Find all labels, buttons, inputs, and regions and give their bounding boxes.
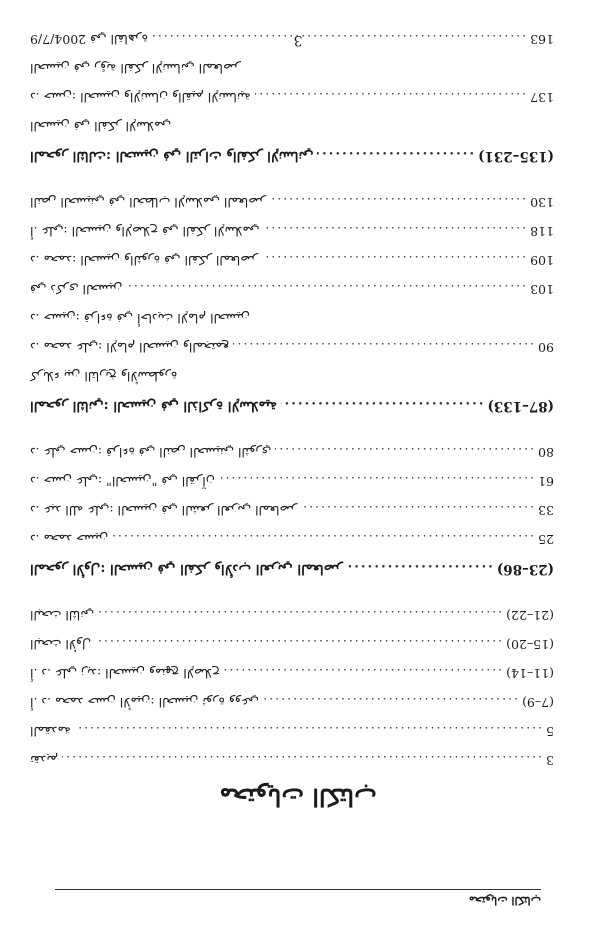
- toc-entry-label: أ. علي: الحسين والإصلاح في الفكر الإسلامي: [30, 224, 260, 239]
- toc-entry-label: أ. د. محمد حسن الأمين: الحسين ثورة ووعي: [30, 695, 259, 710]
- dot-leader: [233, 340, 534, 355]
- toc-section-heading[interactable]: [30, 561, 554, 590]
- dot-leader: [152, 32, 526, 47]
- toc-entry-label: الحسين في رؤية الفكر الإنساني المعاصر: [30, 61, 241, 76]
- spacer: [30, 177, 554, 195]
- running-title: محتويات الكتاب: [468, 894, 541, 907]
- toc-entry[interactable]: [30, 195, 554, 224]
- toc-entry-label: البحث الثاني: [30, 608, 95, 623]
- toc-page-number: (23–86): [496, 561, 554, 577]
- page-title: محتويات الكتاب: [219, 783, 377, 812]
- toc-entry[interactable]: [30, 753, 554, 782]
- toc-page-number: (135–231): [478, 148, 554, 164]
- toc-section-heading[interactable]: [30, 148, 554, 177]
- toc-page-number: 3: [546, 753, 554, 768]
- dot-leader: [224, 666, 502, 681]
- toc-page-number: (87–133): [487, 398, 554, 414]
- toc-entry-label: البحث الأول: [30, 637, 92, 652]
- spacer: [30, 427, 554, 445]
- toc-entry[interactable]: [30, 340, 554, 369]
- toc-entry[interactable]: [30, 474, 554, 503]
- dot-leader: [75, 724, 542, 739]
- toc-entry-label: د. علي حسن: قراءة في النص الحسيني الثوري: [30, 445, 272, 460]
- dot-leader: [263, 695, 518, 710]
- dot-leader: [98, 608, 502, 623]
- toc-entry-label: د. حسن: الحسين والإنسان والقيم الإنسانية: [30, 90, 251, 105]
- toc-entry-label: 2004/7/9 في القاهرة: [30, 32, 148, 47]
- toc-entry[interactable]: [30, 90, 554, 119]
- toc-page-number: 109: [530, 253, 554, 268]
- dot-leader: [281, 398, 483, 414]
- toc-entry-label: د. محمد حسين: [30, 532, 109, 547]
- toc-entry[interactable]: [30, 666, 554, 695]
- toc-entry-label: د. حسن علي: "الحسين" في القرآن: [30, 474, 215, 489]
- toc-section-label: المحور الأول: الحسين في الفكر والأدب العربي المعاصر: [30, 561, 343, 577]
- toc-page-number: 118: [530, 224, 554, 239]
- toc-page-number: 103: [530, 282, 554, 297]
- toc-entry[interactable]: [30, 253, 554, 282]
- toc-page-number: 130: [530, 195, 554, 210]
- toc-entry[interactable]: [30, 637, 554, 666]
- toc-entry[interactable]: [30, 695, 554, 724]
- toc-page-number: 90: [538, 340, 554, 355]
- toc-entry-label: في ذكرى الحسين: [30, 282, 123, 297]
- toc-page-number: (21–22): [506, 608, 554, 623]
- toc-section-heading[interactable]: [30, 398, 554, 427]
- toc-entry[interactable]: [30, 282, 554, 311]
- toc-page-number: 163: [530, 32, 554, 47]
- toc-entry-label: تقديم: [30, 753, 59, 768]
- toc-page-number: (15–20): [506, 637, 554, 652]
- toc-page-number: (11–14): [506, 666, 554, 681]
- dot-leader: [270, 195, 526, 210]
- toc-entry-label: د. محمد علي: الإمام الحسين والمجتمع: [30, 340, 230, 355]
- dot-leader: [301, 503, 534, 518]
- toc-entry[interactable]: [30, 445, 554, 474]
- toc-entry[interactable]: [30, 532, 554, 561]
- toc-page-number: 61: [538, 474, 554, 489]
- dot-leader: [347, 561, 493, 577]
- toc-page-number: 33: [538, 503, 554, 518]
- toc-list: [30, 32, 554, 782]
- toc-entry-continuation: [30, 61, 554, 90]
- toc-entry-continuation: [30, 311, 554, 340]
- dot-leader: [255, 90, 526, 105]
- toc-entry[interactable]: [30, 608, 554, 637]
- dot-leader: [126, 282, 526, 297]
- toc-entry-label: أ. د. علي زيد: الحسين ومنهج الإصلاح: [30, 666, 220, 681]
- toc-entry[interactable]: [30, 32, 554, 61]
- dot-leader: [264, 224, 527, 239]
- running-header: [55, 889, 541, 918]
- dot-leader: [112, 532, 534, 547]
- toc-entry-label: الحسين في الفكر الإسلامي: [30, 119, 172, 134]
- toc-entry-continuation: [30, 119, 554, 148]
- toc-entry-label: المقدمة: [30, 724, 71, 739]
- document-page: محتويات الكتاب محتويات الكتاب 3 ..... تقديم 5 ..... المقدمة (7–9) ..... أ. د. محمد حسن الأمين: الحسين ثورة ووعي (11–14) ..... أ. د. علي زيد: الحسين ومنهج الإصلاح (15–20) ..... البحث الأول (21–22) ..... البحث الثاني (23–86) ..... المحور الأول: الحسين في الفكر والأدب العربي المعاصر 25 ..... د. محمد حسين 33 ..... د. عبد الله علي: الحسين في الشعر العربي المعاصر 61 ..... د. حسن علي: "الحسين" في القرآن 80 ..... د. علي حسن: قراءة في النص الحسيني الثوري (87–133) ..... المحور الثاني: الحسين في الذاكرة الإسلامية كربلاء بين التاريخ والأسطورة 90 ..... د. محمد علي: الإمام الحسين والمجتمع د. حسين: قراءة في أحاديث الإمام الحسين 103 ..... في ذكرى الحسين 109 ..... د. محمد: الحسين والثورة في الفكر المعاصر 118 ..... أ. علي: الحسين والإصلاح في الفكر الإسلامي 130 ..... النص الحسيني في الخطاب الإسلامي المعاصر (135–231) ..... المحور الثالث: الحسين في التراث والفكر الإنساني الحسين في الفكر الإسلامي 137 ..... د. حسن: الحسين والإنسان والقيم الإنسانية الحسين في رؤية الفكر الإنساني المعاصر 163 ..... 2004/7/9 في القاهرة 3: [0, 0, 596, 928]
- toc-entry[interactable]: [30, 724, 554, 753]
- toc-entry-label: كربلاء بين التاريخ والأسطورة: [30, 369, 178, 384]
- toc-entry[interactable]: [30, 503, 554, 532]
- toc-section-label: المحور الثالث: الحسين في التراث والفكر الإنساني: [30, 148, 314, 164]
- toc-entry[interactable]: [30, 224, 554, 253]
- toc-page-number: (7–9): [522, 695, 554, 710]
- toc-page-number: 25: [538, 532, 554, 547]
- toc-section-label: المحور الثاني: الحسين في الذاكرة الإسلامية: [30, 398, 278, 414]
- toc-entry-continuation: [30, 369, 554, 398]
- toc-page-number: 80: [538, 445, 554, 460]
- dot-leader: [275, 445, 534, 460]
- toc-entry-label: د. محمد: الحسين والثورة في الفكر المعاصر: [30, 253, 258, 268]
- toc-page-number: 137: [530, 90, 554, 105]
- toc-entry-label: النص الحسيني في الخطاب الإسلامي المعاصر: [30, 195, 266, 210]
- dot-leader: [262, 253, 526, 268]
- toc-entry-label: د. عبد الله علي: الحسين في الشعر العربي المعاصر: [30, 503, 297, 518]
- spacer: [30, 590, 554, 608]
- dot-leader: [62, 753, 542, 768]
- dot-leader: [318, 148, 475, 164]
- dot-leader: [95, 637, 502, 652]
- toc-page-number: 5: [546, 724, 554, 739]
- dot-leader: [219, 474, 534, 489]
- toc-entry-label: د. حسين: قراءة في أحاديث الإمام الحسين: [30, 311, 250, 326]
